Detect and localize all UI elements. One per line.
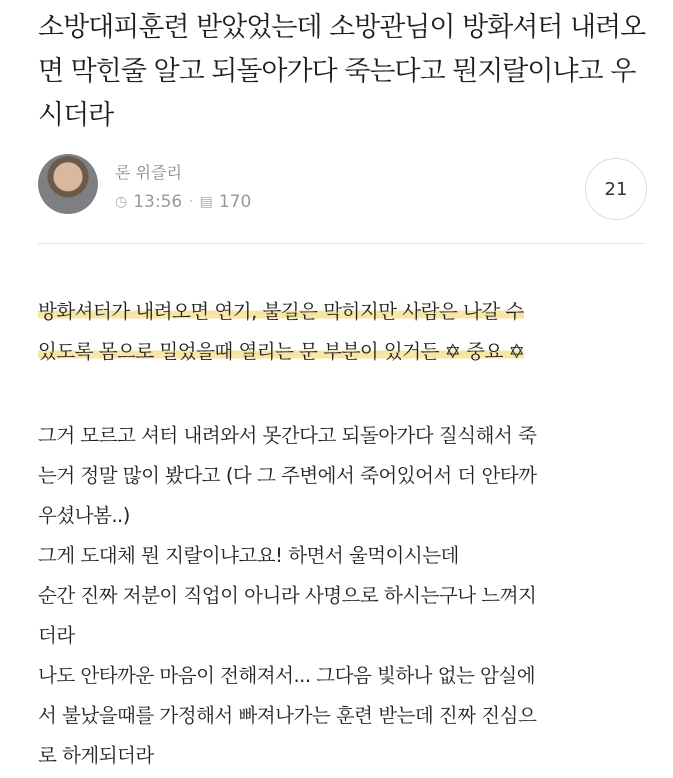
body-line: 우셨나봄..) xyxy=(38,504,130,527)
post-body xyxy=(38,292,658,776)
body-line: 서 불났을때를 가정해서 빠져나가는 훈련 받는데 진짜 진심으 xyxy=(38,704,537,727)
meta-separator: · xyxy=(188,192,194,212)
highlighted-line: 방화셔터가 내려오면 연기, 불길은 막히지만 사람은 나갈 수 xyxy=(38,300,524,323)
body-line: 그거 모르고 셔터 내려와서 못간다고 되돌아가다 질식해서 죽 xyxy=(38,424,537,447)
view-count: 170 xyxy=(218,192,252,212)
author-name[interactable]: 론 위즐리 xyxy=(115,163,182,182)
avatar[interactable] xyxy=(38,154,98,214)
body-line: 순간 진짜 저분이 직업이 아니라 사명으로 하시는구나 느껴지 xyxy=(38,584,537,607)
body-line: 더라 xyxy=(38,624,75,647)
document-icon: ▤ xyxy=(199,194,213,210)
post-title: 소방대피훈련 받았었는데 소방관님이 방화셔터 내려오면 막힌줄 알고 되돌아가다 죽는다고 뭔지랄이냐고 우시더라 xyxy=(38,12,646,131)
highlighted-line: 있도록 몸으로 밀었을때 열리는 문 부분이 있거든 ✡ 중요 ✡ xyxy=(38,340,525,363)
body-line: 나도 안타까운 마음이 전해져서... 그다음 빛하나 없는 암실에 xyxy=(38,664,536,687)
comment-count-button[interactable]: 21 xyxy=(585,158,647,220)
divider xyxy=(38,243,645,244)
post-time: 13:56 xyxy=(133,192,183,212)
body-line: 는거 정말 많이 봤다고 (다 그 주변에서 죽어있어서 더 안타까 xyxy=(38,464,537,487)
body-line: 그게 도대체 뭔 지랄이냐고요! 하면서 울먹이시는데 xyxy=(38,544,459,567)
body-line: 로 하게되더라 xyxy=(38,744,154,767)
post-meta xyxy=(115,192,251,212)
clock-icon: ◷ xyxy=(115,194,128,210)
